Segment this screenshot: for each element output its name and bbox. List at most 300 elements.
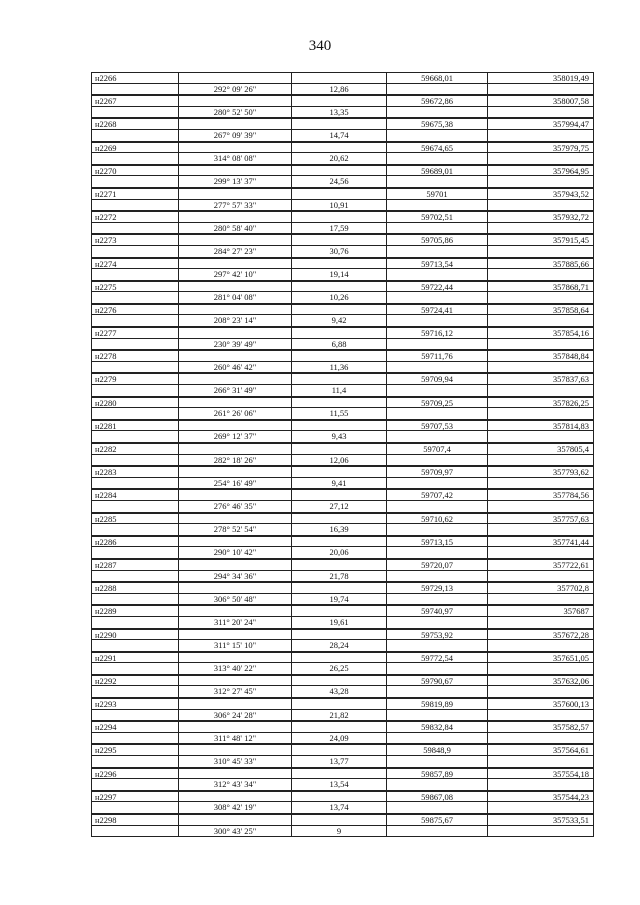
x-coordinate: 59722,44 bbox=[387, 282, 488, 292]
y-coordinate: 357932,72 bbox=[488, 212, 594, 222]
point-id: н2277 bbox=[91, 328, 179, 338]
table-row-point bbox=[91, 165, 594, 177]
x-coordinate: 59711,76 bbox=[387, 351, 488, 361]
angle-cell: 266° 31' 49" bbox=[179, 385, 292, 396]
distance-cell bbox=[292, 398, 387, 408]
angle-cell bbox=[179, 235, 292, 245]
angle-cell bbox=[179, 745, 292, 755]
x-coordinate bbox=[387, 756, 488, 767]
table-row-segment bbox=[91, 107, 594, 119]
point-id bbox=[91, 455, 179, 466]
point-id: н2296 bbox=[91, 769, 179, 779]
point-id: н2284 bbox=[91, 490, 179, 500]
distance-cell bbox=[292, 583, 387, 593]
angle-cell bbox=[179, 143, 292, 153]
table-row-segment bbox=[91, 802, 594, 814]
distance-cell bbox=[292, 96, 387, 106]
table-row-point bbox=[91, 698, 594, 710]
table-row-point bbox=[91, 489, 594, 501]
y-coordinate bbox=[488, 223, 594, 234]
point-id bbox=[91, 385, 179, 396]
distance-cell bbox=[292, 212, 387, 222]
y-coordinate: 357533,51 bbox=[488, 815, 594, 825]
distance-cell bbox=[292, 676, 387, 686]
point-id bbox=[91, 779, 179, 790]
point-id bbox=[91, 802, 179, 813]
table-row-segment bbox=[91, 408, 594, 420]
page-number: 340 bbox=[308, 38, 332, 54]
point-id: н2268 bbox=[91, 119, 179, 129]
x-coordinate: 59707,53 bbox=[387, 421, 488, 431]
angle-cell bbox=[179, 189, 292, 199]
distance-cell bbox=[292, 143, 387, 153]
angle-cell bbox=[179, 583, 292, 593]
distance-cell: 6,88 bbox=[292, 339, 387, 350]
angle-cell bbox=[179, 792, 292, 802]
angle-cell bbox=[179, 490, 292, 500]
table-row-segment bbox=[91, 292, 594, 304]
y-coordinate bbox=[488, 84, 594, 95]
x-coordinate: 59724,41 bbox=[387, 305, 488, 315]
point-id: н2274 bbox=[91, 259, 179, 269]
angle-cell: 311° 15' 10" bbox=[179, 640, 292, 651]
distance-cell bbox=[292, 745, 387, 755]
y-coordinate bbox=[488, 246, 594, 257]
y-coordinate bbox=[488, 292, 594, 303]
y-coordinate bbox=[488, 315, 594, 326]
y-coordinate: 357632,06 bbox=[488, 676, 594, 686]
table-row-segment bbox=[91, 176, 594, 188]
y-coordinate bbox=[488, 501, 594, 512]
distance-cell: 28,24 bbox=[292, 640, 387, 651]
table-row-segment bbox=[91, 478, 594, 490]
table-row-point bbox=[91, 513, 594, 525]
x-coordinate: 59729,13 bbox=[387, 583, 488, 593]
x-coordinate: 59668,01 bbox=[387, 73, 488, 83]
table-row-point bbox=[91, 234, 594, 246]
x-coordinate bbox=[387, 617, 488, 628]
y-coordinate bbox=[488, 478, 594, 489]
distance-cell bbox=[292, 259, 387, 269]
x-coordinate: 59716,12 bbox=[387, 328, 488, 338]
y-coordinate bbox=[488, 547, 594, 558]
y-coordinate: 357554,18 bbox=[488, 769, 594, 779]
x-coordinate: 59710,62 bbox=[387, 514, 488, 524]
x-coordinate: 59819,89 bbox=[387, 699, 488, 709]
table-row-point bbox=[91, 142, 594, 154]
y-coordinate bbox=[488, 524, 594, 535]
distance-cell: 12,86 bbox=[292, 84, 387, 95]
table-row-point bbox=[91, 281, 594, 293]
distance-cell: 43,28 bbox=[292, 686, 387, 697]
y-coordinate bbox=[488, 640, 594, 651]
angle-cell: 313° 40' 22" bbox=[179, 663, 292, 674]
y-coordinate: 357837,63 bbox=[488, 374, 594, 384]
table-row-point bbox=[91, 188, 594, 200]
point-id bbox=[91, 756, 179, 767]
y-coordinate bbox=[488, 826, 594, 837]
y-coordinate: 357854,16 bbox=[488, 328, 594, 338]
table-row-segment bbox=[91, 130, 594, 142]
x-coordinate bbox=[387, 594, 488, 605]
table-row-segment bbox=[91, 84, 594, 96]
point-id bbox=[91, 153, 179, 164]
y-coordinate bbox=[488, 339, 594, 350]
x-coordinate: 59713,54 bbox=[387, 259, 488, 269]
x-coordinate: 59701 bbox=[387, 189, 488, 199]
table-row-segment bbox=[91, 640, 594, 652]
x-coordinate: 59707,42 bbox=[387, 490, 488, 500]
x-coordinate: 59709,97 bbox=[387, 467, 488, 477]
x-coordinate bbox=[387, 362, 488, 373]
distance-cell bbox=[292, 351, 387, 361]
angle-cell: 310° 45' 33" bbox=[179, 756, 292, 767]
x-coordinate bbox=[387, 269, 488, 280]
angle-cell: 230° 39' 49" bbox=[179, 339, 292, 350]
distance-cell: 13,77 bbox=[292, 756, 387, 767]
table-row-point bbox=[91, 443, 594, 455]
angle-cell bbox=[179, 328, 292, 338]
y-coordinate bbox=[488, 733, 594, 744]
x-coordinate bbox=[387, 571, 488, 582]
y-coordinate bbox=[488, 107, 594, 118]
angle-cell bbox=[179, 212, 292, 222]
y-coordinate: 357885,66 bbox=[488, 259, 594, 269]
x-coordinate: 59672,86 bbox=[387, 96, 488, 106]
y-coordinate: 357964,95 bbox=[488, 166, 594, 176]
angle-cell: 314° 08' 08" bbox=[179, 153, 292, 164]
angle-cell bbox=[179, 444, 292, 454]
distance-cell bbox=[292, 328, 387, 338]
distance-cell bbox=[292, 282, 387, 292]
table-row-segment bbox=[91, 826, 594, 838]
x-coordinate bbox=[387, 431, 488, 442]
distance-cell bbox=[292, 490, 387, 500]
table-row-point bbox=[91, 72, 594, 84]
angle-cell bbox=[179, 421, 292, 431]
x-coordinate bbox=[387, 686, 488, 697]
point-id: н2272 bbox=[91, 212, 179, 222]
distance-cell: 10,26 bbox=[292, 292, 387, 303]
table-row-point bbox=[91, 791, 594, 803]
table-row-point bbox=[91, 559, 594, 571]
distance-cell bbox=[292, 606, 387, 616]
table-row-segment bbox=[91, 339, 594, 351]
y-coordinate bbox=[488, 802, 594, 813]
y-coordinate bbox=[488, 176, 594, 187]
point-id bbox=[91, 663, 179, 674]
point-id: н2282 bbox=[91, 444, 179, 454]
table-row-segment bbox=[91, 362, 594, 374]
angle-cell bbox=[179, 699, 292, 709]
x-coordinate: 59857,89 bbox=[387, 769, 488, 779]
table-row-segment bbox=[91, 686, 594, 698]
point-id bbox=[91, 524, 179, 535]
point-id bbox=[91, 223, 179, 234]
y-coordinate bbox=[488, 756, 594, 767]
x-coordinate bbox=[387, 779, 488, 790]
x-coordinate: 59832,84 bbox=[387, 722, 488, 732]
table-row-point bbox=[91, 350, 594, 362]
y-coordinate bbox=[488, 431, 594, 442]
x-coordinate: 59674,65 bbox=[387, 143, 488, 153]
table-row-point bbox=[91, 118, 594, 130]
x-coordinate bbox=[387, 455, 488, 466]
y-coordinate: 357702,8 bbox=[488, 583, 594, 593]
point-id: н2280 bbox=[91, 398, 179, 408]
y-coordinate: 357979,75 bbox=[488, 143, 594, 153]
point-id bbox=[91, 826, 179, 837]
distance-cell bbox=[292, 235, 387, 245]
table-row-segment bbox=[91, 455, 594, 467]
distance-cell: 9,43 bbox=[292, 431, 387, 442]
table-row-segment bbox=[91, 153, 594, 165]
point-id bbox=[91, 200, 179, 211]
table-row-point bbox=[91, 373, 594, 385]
angle-cell: 300° 43' 25" bbox=[179, 826, 292, 837]
point-id bbox=[91, 594, 179, 605]
x-coordinate: 59740,97 bbox=[387, 606, 488, 616]
y-coordinate bbox=[488, 362, 594, 373]
x-coordinate bbox=[387, 223, 488, 234]
y-coordinate: 357600,13 bbox=[488, 699, 594, 709]
x-coordinate bbox=[387, 200, 488, 211]
point-id bbox=[91, 408, 179, 419]
table-row-point bbox=[91, 95, 594, 107]
distance-cell: 30,76 bbox=[292, 246, 387, 257]
table-row-segment bbox=[91, 524, 594, 536]
angle-cell: 294° 34' 36" bbox=[179, 571, 292, 582]
y-coordinate: 357868,71 bbox=[488, 282, 594, 292]
y-coordinate bbox=[488, 617, 594, 628]
y-coordinate: 357805,4 bbox=[488, 444, 594, 454]
point-id bbox=[91, 431, 179, 442]
angle-cell bbox=[179, 96, 292, 106]
x-coordinate bbox=[387, 153, 488, 164]
angle-cell: 292° 09' 26" bbox=[179, 84, 292, 95]
y-coordinate bbox=[488, 571, 594, 582]
x-coordinate bbox=[387, 339, 488, 350]
point-id bbox=[91, 292, 179, 303]
point-id bbox=[91, 107, 179, 118]
y-coordinate: 357564,61 bbox=[488, 745, 594, 755]
table-row-point bbox=[91, 814, 594, 826]
distance-cell bbox=[292, 166, 387, 176]
point-id: н2275 bbox=[91, 282, 179, 292]
point-id bbox=[91, 130, 179, 141]
point-id: н2276 bbox=[91, 305, 179, 315]
point-id: н2285 bbox=[91, 514, 179, 524]
table-row-point bbox=[91, 258, 594, 270]
point-id: н2287 bbox=[91, 560, 179, 570]
distance-cell: 14,74 bbox=[292, 130, 387, 141]
point-id bbox=[91, 315, 179, 326]
x-coordinate bbox=[387, 176, 488, 187]
y-coordinate bbox=[488, 455, 594, 466]
y-coordinate bbox=[488, 408, 594, 419]
distance-cell: 26,25 bbox=[292, 663, 387, 674]
x-coordinate: 59675,38 bbox=[387, 119, 488, 129]
point-id: н2288 bbox=[91, 583, 179, 593]
y-coordinate: 357943,52 bbox=[488, 189, 594, 199]
y-coordinate bbox=[488, 594, 594, 605]
angle-cell: 280° 58' 40" bbox=[179, 223, 292, 234]
distance-cell: 16,39 bbox=[292, 524, 387, 535]
distance-cell: 10,91 bbox=[292, 200, 387, 211]
table-row-segment bbox=[91, 571, 594, 583]
distance-cell: 21,82 bbox=[292, 710, 387, 721]
table-row-point bbox=[91, 721, 594, 733]
y-coordinate bbox=[488, 663, 594, 674]
distance-cell: 21,78 bbox=[292, 571, 387, 582]
y-coordinate bbox=[488, 269, 594, 280]
point-id: н2292 bbox=[91, 676, 179, 686]
distance-cell: 11,4 bbox=[292, 385, 387, 396]
angle-cell: 276° 46' 35" bbox=[179, 501, 292, 512]
x-coordinate bbox=[387, 547, 488, 558]
angle-cell bbox=[179, 467, 292, 477]
point-id: н2297 bbox=[91, 792, 179, 802]
angle-cell bbox=[179, 119, 292, 129]
x-coordinate: 59790,67 bbox=[387, 676, 488, 686]
point-id: н2278 bbox=[91, 351, 179, 361]
point-id: н2283 bbox=[91, 467, 179, 477]
distance-cell bbox=[292, 560, 387, 570]
table-row-segment bbox=[91, 385, 594, 397]
angle-cell: 312° 27' 45" bbox=[179, 686, 292, 697]
point-id bbox=[91, 547, 179, 558]
x-coordinate bbox=[387, 315, 488, 326]
angle-cell bbox=[179, 166, 292, 176]
table-row-segment bbox=[91, 733, 594, 745]
point-id: н2279 bbox=[91, 374, 179, 384]
table-row-segment bbox=[91, 710, 594, 722]
point-id bbox=[91, 733, 179, 744]
x-coordinate bbox=[387, 640, 488, 651]
distance-cell: 19,74 bbox=[292, 594, 387, 605]
x-coordinate: 59689,01 bbox=[387, 166, 488, 176]
y-coordinate: 357793,62 bbox=[488, 467, 594, 477]
y-coordinate bbox=[488, 130, 594, 141]
y-coordinate: 357994,47 bbox=[488, 119, 594, 129]
x-coordinate: 59753,92 bbox=[387, 630, 488, 640]
point-id bbox=[91, 176, 179, 187]
table-row-point bbox=[91, 536, 594, 548]
point-id: н2269 bbox=[91, 143, 179, 153]
point-id bbox=[91, 710, 179, 721]
table-row-segment bbox=[91, 547, 594, 559]
coordinates-table bbox=[91, 72, 594, 837]
point-id: н2267 bbox=[91, 96, 179, 106]
distance-cell bbox=[292, 653, 387, 663]
angle-cell bbox=[179, 722, 292, 732]
distance-cell: 9 bbox=[292, 826, 387, 837]
y-coordinate: 357814,83 bbox=[488, 421, 594, 431]
angle-cell bbox=[179, 676, 292, 686]
table-row-point bbox=[91, 420, 594, 432]
angle-cell bbox=[179, 259, 292, 269]
y-coordinate bbox=[488, 200, 594, 211]
table-row-segment bbox=[91, 501, 594, 513]
point-id: н2273 bbox=[91, 235, 179, 245]
point-id bbox=[91, 269, 179, 280]
point-id bbox=[91, 246, 179, 257]
x-coordinate bbox=[387, 130, 488, 141]
table-row-segment bbox=[91, 617, 594, 629]
x-coordinate bbox=[387, 385, 488, 396]
angle-cell bbox=[179, 282, 292, 292]
y-coordinate: 357784,56 bbox=[488, 490, 594, 500]
x-coordinate bbox=[387, 478, 488, 489]
x-coordinate bbox=[387, 408, 488, 419]
table-row-segment bbox=[91, 663, 594, 675]
table-row-point bbox=[91, 211, 594, 223]
distance-cell: 24,09 bbox=[292, 733, 387, 744]
angle-cell: 277° 57' 33" bbox=[179, 200, 292, 211]
angle-cell: 281° 04' 08" bbox=[179, 292, 292, 303]
angle-cell bbox=[179, 560, 292, 570]
table-row-point bbox=[91, 629, 594, 641]
y-coordinate: 357544,23 bbox=[488, 792, 594, 802]
table-row-point bbox=[91, 605, 594, 617]
table-row-point bbox=[91, 768, 594, 780]
point-id: н2286 bbox=[91, 537, 179, 547]
distance-cell bbox=[292, 537, 387, 547]
distance-cell bbox=[292, 119, 387, 129]
x-coordinate bbox=[387, 292, 488, 303]
y-coordinate: 357741,44 bbox=[488, 537, 594, 547]
y-coordinate bbox=[488, 686, 594, 697]
angle-cell bbox=[179, 769, 292, 779]
x-coordinate: 59720,07 bbox=[387, 560, 488, 570]
y-coordinate: 357672,28 bbox=[488, 630, 594, 640]
angle-cell: 267° 09' 39" bbox=[179, 130, 292, 141]
distance-cell: 11,55 bbox=[292, 408, 387, 419]
point-id: н2293 bbox=[91, 699, 179, 709]
y-coordinate: 357848,84 bbox=[488, 351, 594, 361]
distance-cell: 13,54 bbox=[292, 779, 387, 790]
distance-cell bbox=[292, 374, 387, 384]
point-id bbox=[91, 617, 179, 628]
distance-cell: 13,35 bbox=[292, 107, 387, 118]
point-id: н2266 bbox=[91, 73, 179, 83]
angle-cell bbox=[179, 653, 292, 663]
table-row-segment bbox=[91, 431, 594, 443]
distance-cell: 19,14 bbox=[292, 269, 387, 280]
x-coordinate bbox=[387, 107, 488, 118]
distance-cell bbox=[292, 73, 387, 83]
angle-cell bbox=[179, 305, 292, 315]
x-coordinate: 59848,9 bbox=[387, 745, 488, 755]
angle-cell: 280° 52' 50" bbox=[179, 107, 292, 118]
x-coordinate: 59702,51 bbox=[387, 212, 488, 222]
distance-cell bbox=[292, 189, 387, 199]
y-coordinate: 357687 bbox=[488, 606, 594, 616]
y-coordinate: 357722,61 bbox=[488, 560, 594, 570]
point-id: н2289 bbox=[91, 606, 179, 616]
table-row-segment bbox=[91, 200, 594, 212]
point-id: н2270 bbox=[91, 166, 179, 176]
point-id: н2291 bbox=[91, 653, 179, 663]
y-coordinate: 357858,64 bbox=[488, 305, 594, 315]
y-coordinate: 357651,05 bbox=[488, 653, 594, 663]
point-id bbox=[91, 84, 179, 95]
point-id: н2281 bbox=[91, 421, 179, 431]
table-row-point bbox=[91, 397, 594, 409]
angle-cell: 299° 13' 37" bbox=[179, 176, 292, 187]
distance-cell: 24,56 bbox=[292, 176, 387, 187]
table-row-point bbox=[91, 675, 594, 687]
